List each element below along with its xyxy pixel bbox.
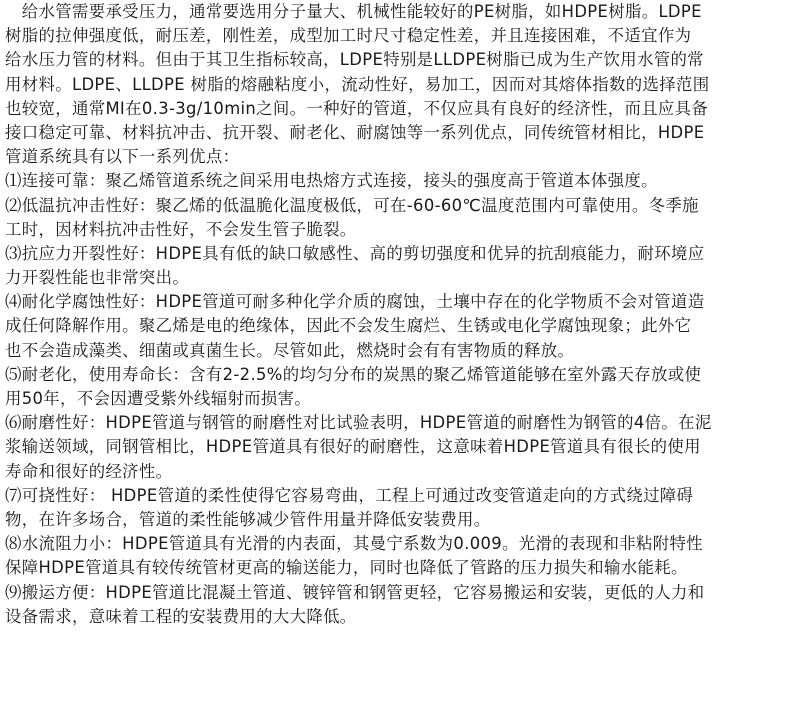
item-8-line-2: 保障HDPE管道具有较传统管材更高的输送能力，同时也降低了管路的压力损失和输水能耗。	[5, 558, 688, 578]
intro-line-3: 给水压力管的材料。但由于其卫生指标较高，LDPE特别是LLDPE树脂已成为生产饮用水管的常	[5, 50, 704, 70]
item-1-line-1: ⑴连接可靠：聚乙烯管道系统之间采用电热熔方式连接，接头的强度高于管道本体强度。	[5, 171, 658, 191]
intro-line-2: 树脂的拉伸强度低，耐压差，刚性差，成型加工时尺寸稳定性差，并且连接困难，不适宜作为	[5, 26, 692, 46]
intro-line-7: 管道系统具有以下一系列优点：	[5, 147, 240, 167]
item-5-line-1: ⑸耐老化，使用寿命长：含有2-2.5%的均匀分布的炭黑的聚乙烯管道能够在室外露天存放或使	[5, 364, 702, 384]
item-9-line-1: ⑼搬运方便：HDPE管道比混凝土管道、镀锌管和钢管更轻，它容易搬运和安装，更低的人力和	[5, 582, 705, 602]
item-2-line-2: 工时，因材料抗冲击性好，不会发生管子脆裂。	[5, 219, 357, 239]
intro-line-6: 接口稳定可靠、材料抗冲击、抗开裂、耐老化、耐腐蚀等一系列优点，同传统管材相比，HDPE	[5, 122, 705, 142]
item-8-line-1: ⑻水流阻力小：HDPE管道具有光滑的内表面，其曼宁系数为0.009。光滑的表现和非粘附特性	[5, 534, 703, 554]
item-9-line-2: 设备需求，意味着工程的安装费用的大大降低。	[5, 606, 357, 626]
item-4-line-1: ⑷耐化学腐蚀性好：HDPE管道可耐多种化学介质的腐蚀，土壤中存在的化学物质不会对管道造	[5, 292, 705, 312]
intro-line-5: 也较宽，通常MI在0.3-3g/10min之间。一种好的管道，不仅应具有良好的经济性，而且应具备	[5, 98, 709, 118]
item-2-line-1: ⑵低温抗冲击性好：聚乙烯的低温脆化温度极低，可在-60-60℃温度范围内可靠使用。冬季施	[5, 195, 699, 215]
item-4-line-3: 也不会造成藻类、细菌或真菌生长。尽管如此，燃烧时会有有害物质的释放。	[5, 340, 575, 360]
item-3-line-2: 力开裂性能也非常突出。	[5, 268, 190, 288]
item-7-line-2: 物，在许多场合，管道的柔性能够减少管件用量并降低安装费用。	[5, 509, 491, 529]
intro-line-4: 用材料。LDPE、LLDPE 树脂的熔融粘度小，流动性好，易加工，因而对其熔体指数的选择范围	[5, 74, 710, 94]
item-4-line-2: 成任何降解作用。聚乙烯是电的绝缘体，因此不会发生腐烂、生锈或电化学腐蚀现象；此外它	[5, 316, 692, 336]
item-6-line-2: 浆输送领域，同钢管相比，HDPE管道具有很好的耐磨性，这意味着HDPE管道具有很长的使用	[5, 437, 701, 457]
intro-line-1: 给水管需要承受压力，通常要选用分子量大、机械性能较好的PE树脂，如HDPE树脂。LDPE	[5, 2, 702, 21]
item-3-line-1: ⑶抗应力开裂性好：HDPE具有低的缺口敏感性、高的剪切强度和优异的抗刮痕能力，耐环境应	[5, 243, 705, 263]
item-6-line-3: 寿命和很好的经济性。	[5, 461, 173, 481]
item-6-line-1: ⑹耐磨性好：HDPE管道与钢管的耐磨性对比试验表明，HDPE管道的耐磨性为钢管的4倍。在泥	[5, 413, 712, 433]
item-7-line-1: ⑺可挠性好： HDPE管道的柔性使得它容易弯曲，工程上可通过改变管道走向的方式绕过障碍	[5, 485, 694, 505]
item-5-line-2: 用50年，不会因遭受紫外线辐射而损害。	[5, 389, 312, 408]
